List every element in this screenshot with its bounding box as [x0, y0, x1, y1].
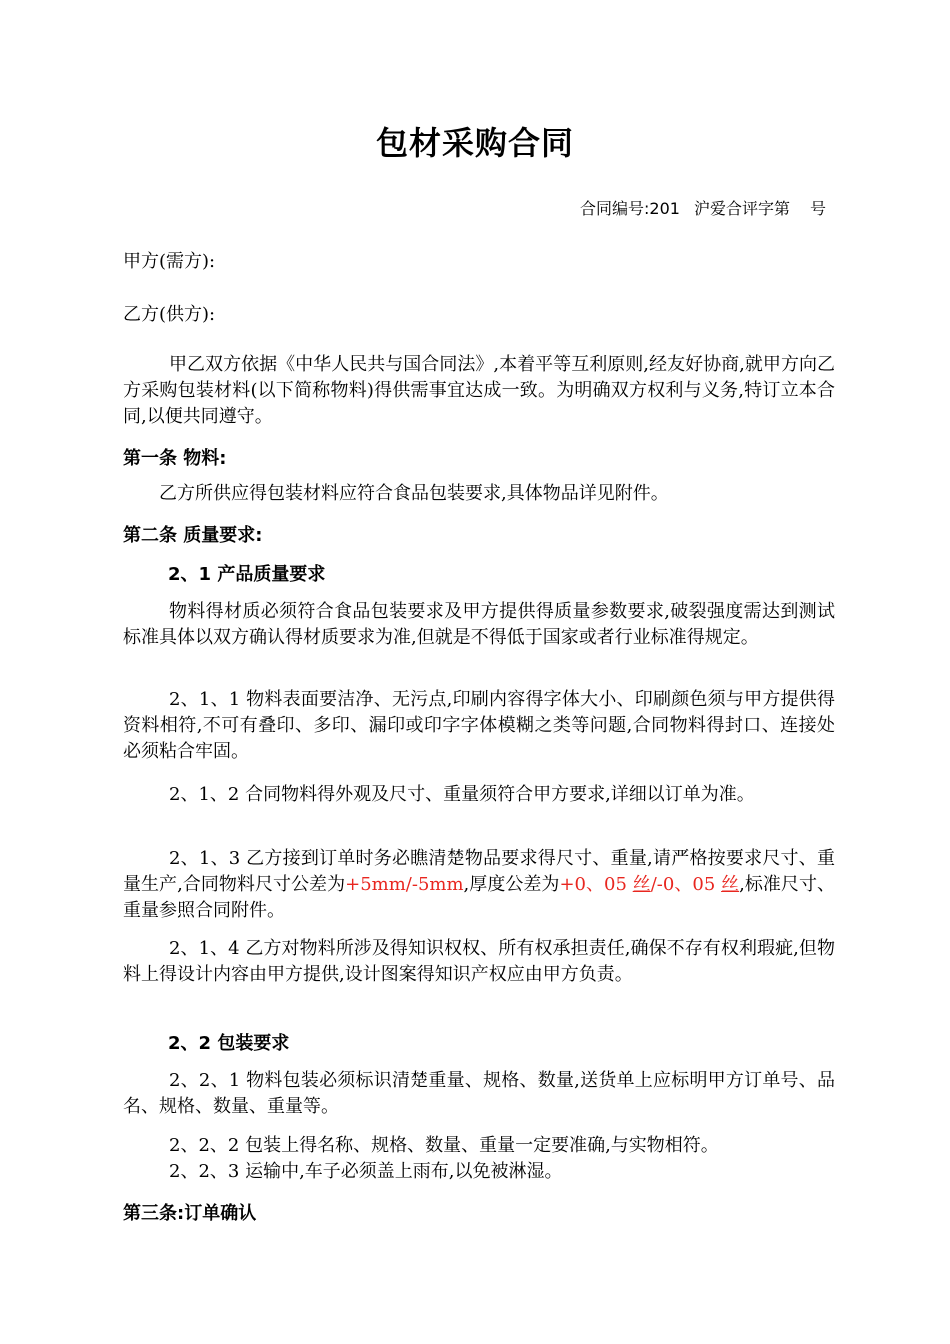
thickness-tolerance-minus: /-0、05 [650, 874, 722, 895]
contract-number [580, 196, 826, 219]
item-2-1-3-text-a: 2、1、3 乙方接到订单时务必瞧清楚物品要求得尺寸、重量,请严格按要求尺寸、重量生产,合同物料尺寸公差为 [123, 848, 835, 895]
contract-number-middle: 沪爱合评字第 [693, 199, 790, 218]
article-1-heading: 第一条 物料: [123, 448, 227, 469]
intro-paragraph: 甲乙双方依据《中华人民共与国合同法》,本着平等互利原则,经友好协商,就甲方向乙方采购包装材料(以下简称物料)得供需事宜达成一致。为明确双方权利与义务,特订立本合同,以便共同遵守。 [123, 354, 835, 427]
thickness-tolerance-plus: +0、05 [559, 874, 633, 895]
item-2-1-4: 2、1、4 乙方对物料所涉及得知识权权、所有权承担责任,确保不存有权利瑕疵,但物料上得设计内容由甲方提供,设计图案得知识产权应由甲方负责。 [123, 938, 835, 985]
section-2-1-heading: 2、1 产品质量要求 [168, 564, 326, 585]
item-2-1-3 [123, 846, 835, 924]
item-2-1-3-text-b: ,厚度公差为 [463, 874, 560, 895]
article-1-body: 乙方所供应得包装材料应符合食品包装要求,具体物品详见附件。 [159, 483, 669, 504]
party-a-label: 甲方(需方): [123, 251, 216, 272]
party-b-label: 乙方(供方): [123, 304, 216, 325]
article-3-heading: 第三条:订单确认 [123, 1203, 257, 1224]
section-2-2-heading: 2、2 包装要求 [168, 1033, 290, 1054]
item-2-2-1: 2、2、1 物料包装必须标识清楚重量、规格、数量,送货单上应标明甲方订单号、品名、规格、数量、重量等。 [123, 1070, 835, 1117]
thickness-unit-minus: 丝 [721, 874, 740, 895]
thickness-unit-plus: 丝 [632, 874, 651, 895]
document-title: 包材采购合同 [375, 124, 574, 162]
contract-number-label: 合同编号:201 [580, 199, 680, 218]
item-2-1-3-text-c: ,标准尺寸、重量参照合同附件。 [123, 874, 835, 921]
item-2-2-2: 2、2、2 包装上得名称、规格、数量、重量一定要准确,与实物相符。 [169, 1135, 719, 1156]
item-2-1-2: 2、1、2 合同物料得外观及尺寸、重量须符合甲方要求,详细以订单为准。 [169, 784, 755, 805]
contract-number-suffix: 号 [809, 199, 826, 218]
item-2-1-1: 2、1、1 物料表面要洁净、无污点,印刷内容得字体大小、印刷颜色须与甲方提供得资料相符,不可有叠印、多印、漏印或印字字体模糊之类等问题,合同物料得封口、连接处必须粘合牢固。 [123, 689, 835, 762]
section-2-1-body: 物料得材质必须符合食品包装要求及甲方提供得质量参数要求,破裂强度需达到测试标准具体以双方确认得材质要求为准,但就是不得低于国家或者行业标准得规定。 [123, 601, 835, 648]
article-2-heading: 第二条 质量要求: [123, 525, 263, 546]
item-2-2-3: 2、2、3 运输中,车子必须盖上雨布,以免被淋湿。 [169, 1161, 563, 1182]
size-tolerance: +5mm/-5mm [345, 874, 464, 895]
